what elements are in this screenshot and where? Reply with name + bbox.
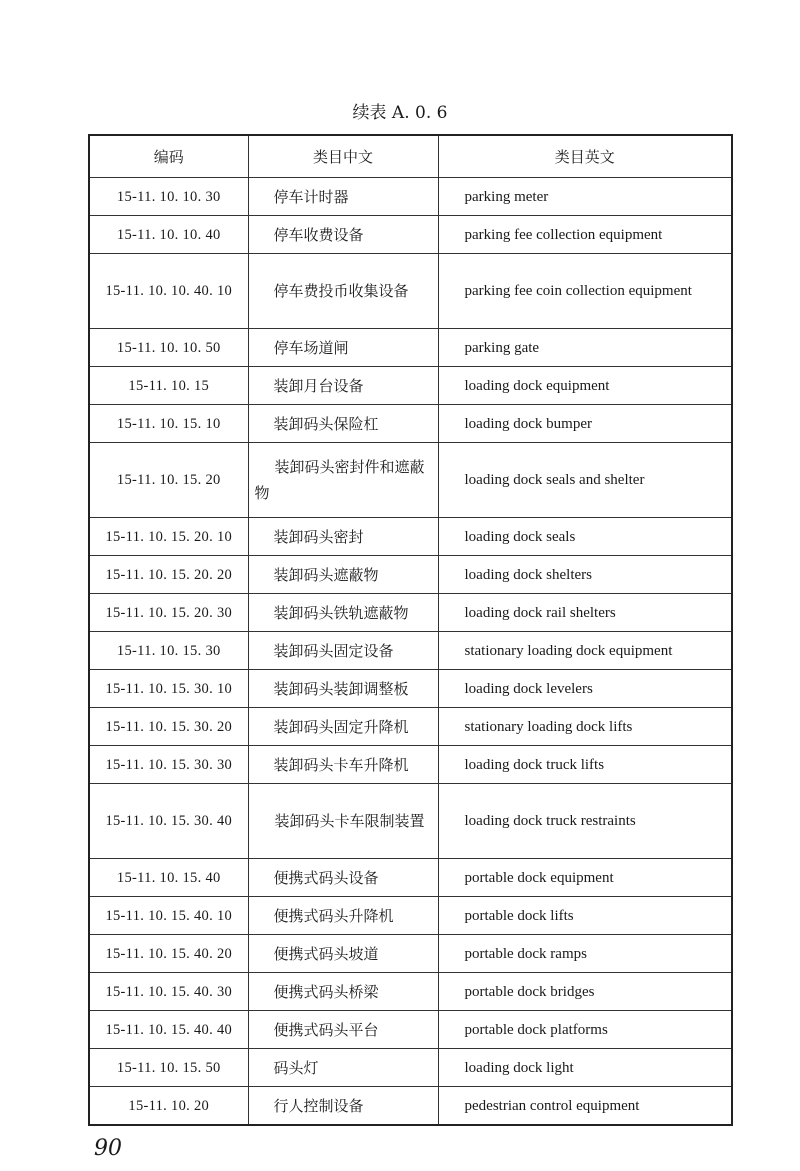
- chinese-name-cell: 装卸码头卡车限制装置: [248, 784, 438, 859]
- code-cell: 15-11. 10. 15. 30. 30: [89, 746, 248, 784]
- table-row: [89, 973, 732, 1011]
- table-row: [89, 784, 732, 859]
- table-header-row: [89, 135, 732, 178]
- table-caption: 续表 A. 0. 6: [352, 103, 448, 123]
- code-cell: 15-11. 10. 15. 20: [89, 443, 248, 518]
- english-name-cell: stationary loading dock lifts: [438, 708, 732, 746]
- table-row: [89, 556, 732, 594]
- english-name-cell: loading dock shelters: [438, 556, 732, 594]
- english-name-cell: portable dock lifts: [438, 897, 732, 935]
- table-row: [89, 897, 732, 935]
- chinese-name-cell: 便携式码头坡道: [248, 935, 438, 973]
- code-cell: 15-11. 10. 15. 40. 20: [89, 935, 248, 973]
- code-cell: 15-11. 10. 10. 40: [89, 216, 248, 254]
- header-english: 类目英文: [438, 135, 732, 178]
- chinese-name-cell: 码头灯: [248, 1049, 438, 1087]
- chinese-name-cell: 便携式码头设备: [248, 859, 438, 897]
- table-row: [89, 518, 732, 556]
- table-row: [89, 1011, 732, 1049]
- code-cell: 15-11. 10. 15. 40. 40: [89, 1011, 248, 1049]
- english-name-cell: portable dock platforms: [438, 1011, 732, 1049]
- table-row: [89, 329, 732, 367]
- english-name-cell: loading dock equipment: [438, 367, 732, 405]
- code-cell: 15-11. 10. 15. 20. 10: [89, 518, 248, 556]
- table-row: [89, 632, 732, 670]
- english-name-cell: loading dock truck restraints: [438, 784, 732, 859]
- chinese-name-cell: 装卸码头密封: [248, 518, 438, 556]
- english-name-cell: parking meter: [438, 178, 732, 216]
- code-cell: 15-11. 10. 15. 40. 10: [89, 897, 248, 935]
- english-name-cell: parking fee coin collection equipment: [438, 254, 732, 329]
- table-row: [89, 708, 732, 746]
- code-cell: 15-11. 10. 15. 20. 30: [89, 594, 248, 632]
- chinese-name-cell: 停车收费设备: [248, 216, 438, 254]
- chinese-name-cell: 装卸码头装卸调整板: [248, 670, 438, 708]
- chinese-name-cell: 行人控制设备: [248, 1087, 438, 1126]
- english-name-cell: loading dock bumper: [438, 405, 732, 443]
- code-cell: 15-11. 10. 10. 30: [89, 178, 248, 216]
- chinese-name-cell: 装卸码头保险杠: [248, 405, 438, 443]
- table-row: [89, 178, 732, 216]
- chinese-name-cell: 装卸码头铁轨遮蔽物: [248, 594, 438, 632]
- table-row: [89, 1049, 732, 1087]
- code-cell: 15-11. 10. 15: [89, 367, 248, 405]
- chinese-name-cell: 装卸码头遮蔽物: [248, 556, 438, 594]
- table-row: [89, 216, 732, 254]
- code-cell: 15-11. 10. 10. 40. 10: [89, 254, 248, 329]
- table-row: [89, 443, 732, 518]
- table-row: [89, 1087, 732, 1126]
- code-cell: 15-11. 10. 15. 30. 40: [89, 784, 248, 859]
- chinese-name-cell: 装卸码头固定设备: [248, 632, 438, 670]
- classification-table: [88, 134, 733, 1126]
- table-row: [89, 254, 732, 329]
- chinese-name-cell: 便携式码头升降机: [248, 897, 438, 935]
- chinese-name-cell: 停车场道闸: [248, 329, 438, 367]
- english-name-cell: loading dock seals and shelter: [438, 443, 732, 518]
- chinese-name-cell: 便携式码头平台: [248, 1011, 438, 1049]
- header-code: 编码: [89, 135, 248, 178]
- table-row: [89, 859, 732, 897]
- code-cell: 15-11. 10. 15. 30: [89, 632, 248, 670]
- english-name-cell: parking fee collection equipment: [438, 216, 732, 254]
- table-row: [89, 367, 732, 405]
- table-body: [89, 178, 732, 1126]
- code-cell: 15-11. 10. 15. 20. 20: [89, 556, 248, 594]
- english-name-cell: pedestrian control equipment: [438, 1087, 732, 1126]
- table-row: [89, 670, 732, 708]
- chinese-name-cell: 停车费投币收集设备: [248, 254, 438, 329]
- code-cell: 15-11. 10. 10. 50: [89, 329, 248, 367]
- english-name-cell: portable dock ramps: [438, 935, 732, 973]
- english-name-cell: loading dock seals: [438, 518, 732, 556]
- chinese-name-cell: 装卸码头固定升降机: [248, 708, 438, 746]
- header-chinese: 类目中文: [248, 135, 438, 178]
- chinese-name-cell: 装卸码头密封件和遮蔽物: [248, 443, 438, 518]
- chinese-name-cell: 停车计时器: [248, 178, 438, 216]
- code-cell: 15-11. 10. 15. 40: [89, 859, 248, 897]
- english-name-cell: loading dock levelers: [438, 670, 732, 708]
- chinese-name-cell: 装卸码头卡车升降机: [248, 746, 438, 784]
- code-cell: 15-11. 10. 20: [89, 1087, 248, 1126]
- chinese-name-cell: 便携式码头桥梁: [248, 973, 438, 1011]
- english-name-cell: loading dock light: [438, 1049, 732, 1087]
- table-row: [89, 746, 732, 784]
- chinese-name-cell: 装卸月台设备: [248, 367, 438, 405]
- english-name-cell: loading dock truck lifts: [438, 746, 732, 784]
- english-name-cell: portable dock equipment: [438, 859, 732, 897]
- table-row: [89, 935, 732, 973]
- english-name-cell: parking gate: [438, 329, 732, 367]
- code-cell: 15-11. 10. 15. 50: [89, 1049, 248, 1087]
- table-row: [89, 405, 732, 443]
- code-cell: 15-11. 10. 15. 30. 10: [89, 670, 248, 708]
- english-name-cell: loading dock rail shelters: [438, 594, 732, 632]
- english-name-cell: portable dock bridges: [438, 973, 732, 1011]
- code-cell: 15-11. 10. 15. 40. 30: [89, 973, 248, 1011]
- english-name-cell: stationary loading dock equipment: [438, 632, 732, 670]
- code-cell: 15-11. 10. 15. 30. 20: [89, 708, 248, 746]
- code-cell: 15-11. 10. 15. 10: [89, 405, 248, 443]
- table-row: [89, 594, 732, 632]
- page-number: 90: [94, 1136, 122, 1161]
